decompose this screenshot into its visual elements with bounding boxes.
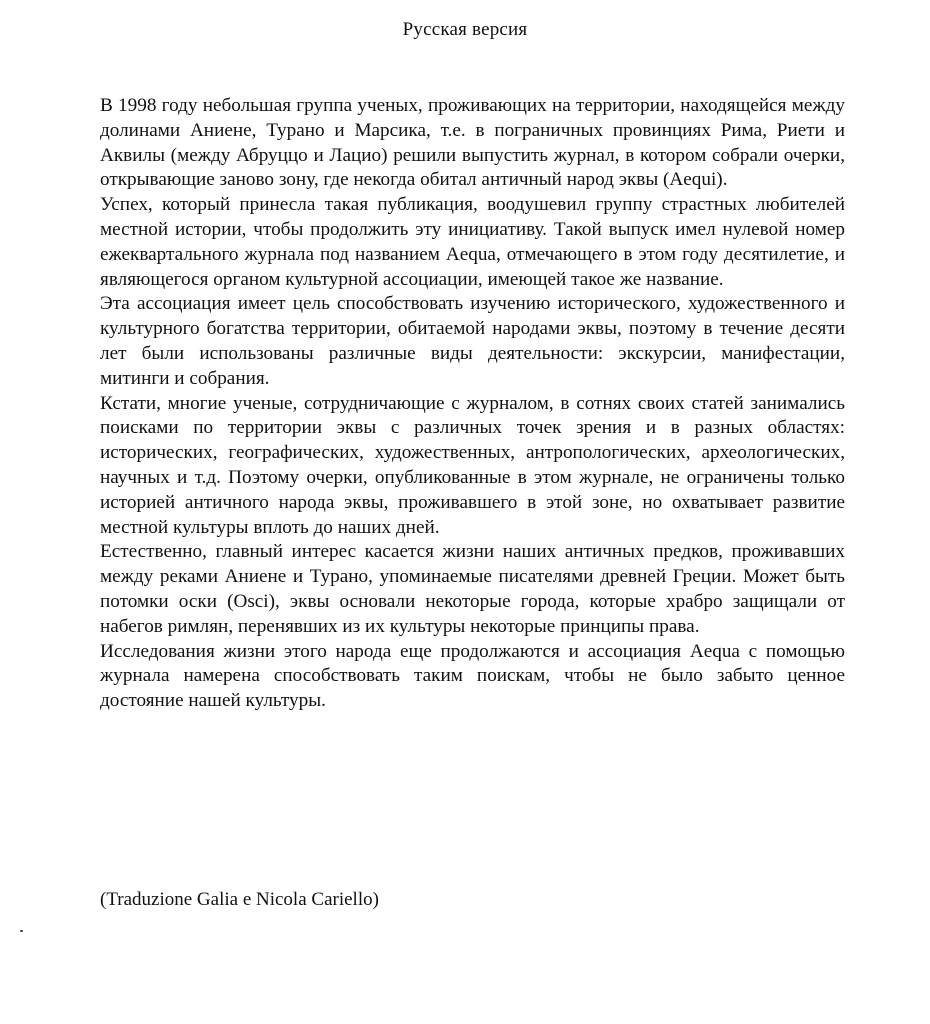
paragraph-2: Успех, который принесла такая публикация, воодушевил группу страстных любителей местной истории, чтобы продолжить эту инициативу. Такой выпуск имел нулевой номер ежеквартального журнала под названием Aequa, отмечающего в этом году десятилетие, и являющегося органом культурной ассоциации, имеющей такое же название. (100, 194, 845, 290)
paragraph-1: В 1998 году небольшая группа ученых, проживающих на территории, находящейся между долинами Аниене, Турано и Марсика, т.е. в пограничных провинциях Рима, Риети и Аквилы (между Абруццо и Лацио) решили выпустить журнал, в котором собрали очерки, открывающие заново зону, где некогда обитал античный народ эквы (Aequi). (100, 95, 845, 191)
document-body (100, 94, 845, 714)
paragraph-5: Естественно, главный интерес касается жизни наших античных предков, проживавших между реками Аниене и Турано, упоминаемые писателями древней Греции. Может быть потомки оски (Osci), эквы основали некоторые города, которые храбро защищали от набегов римлян, перенявших из их культуры некоторые принципы права. (100, 541, 845, 637)
paragraph-3: Эта ассоциация имеет цель способствовать изучению исторического, художественного и культурного богатства территории, обитаемой народами эквы, поэтому в течение десяти лет были использованы различные виды деятельности: экскурсии, манифестации, митинги и собрания. (100, 293, 845, 389)
paragraph-6: Исследования жизни этого народа еще продолжаются и ассоциация Aequa с помощью журнала намерена способствовать таким поискам, чтобы не было забыто ценное достояние нашей культуры. (100, 640, 845, 712)
paragraph-4: Кстати, многие ученые, сотрудничающие с журналом, в сотнях своих статей занимались поисками по территории эквы с различных точек зрения и в разных областях: исторических, географических, художественных, антропологических, археологических, научных и т.д. Поэтому очерки, опубликованные в этом журнале, не ограничены только историей античного народа эквы, проживавшего в этой зоне, но охватывает развитие местной культуры вплоть до наших дней. (100, 392, 845, 538)
translation-credit: (Traduzione Galia e Nicola Cariello) (100, 889, 379, 910)
scan-speck-mark (20, 930, 23, 932)
page-title: Русская версия (402, 19, 528, 40)
